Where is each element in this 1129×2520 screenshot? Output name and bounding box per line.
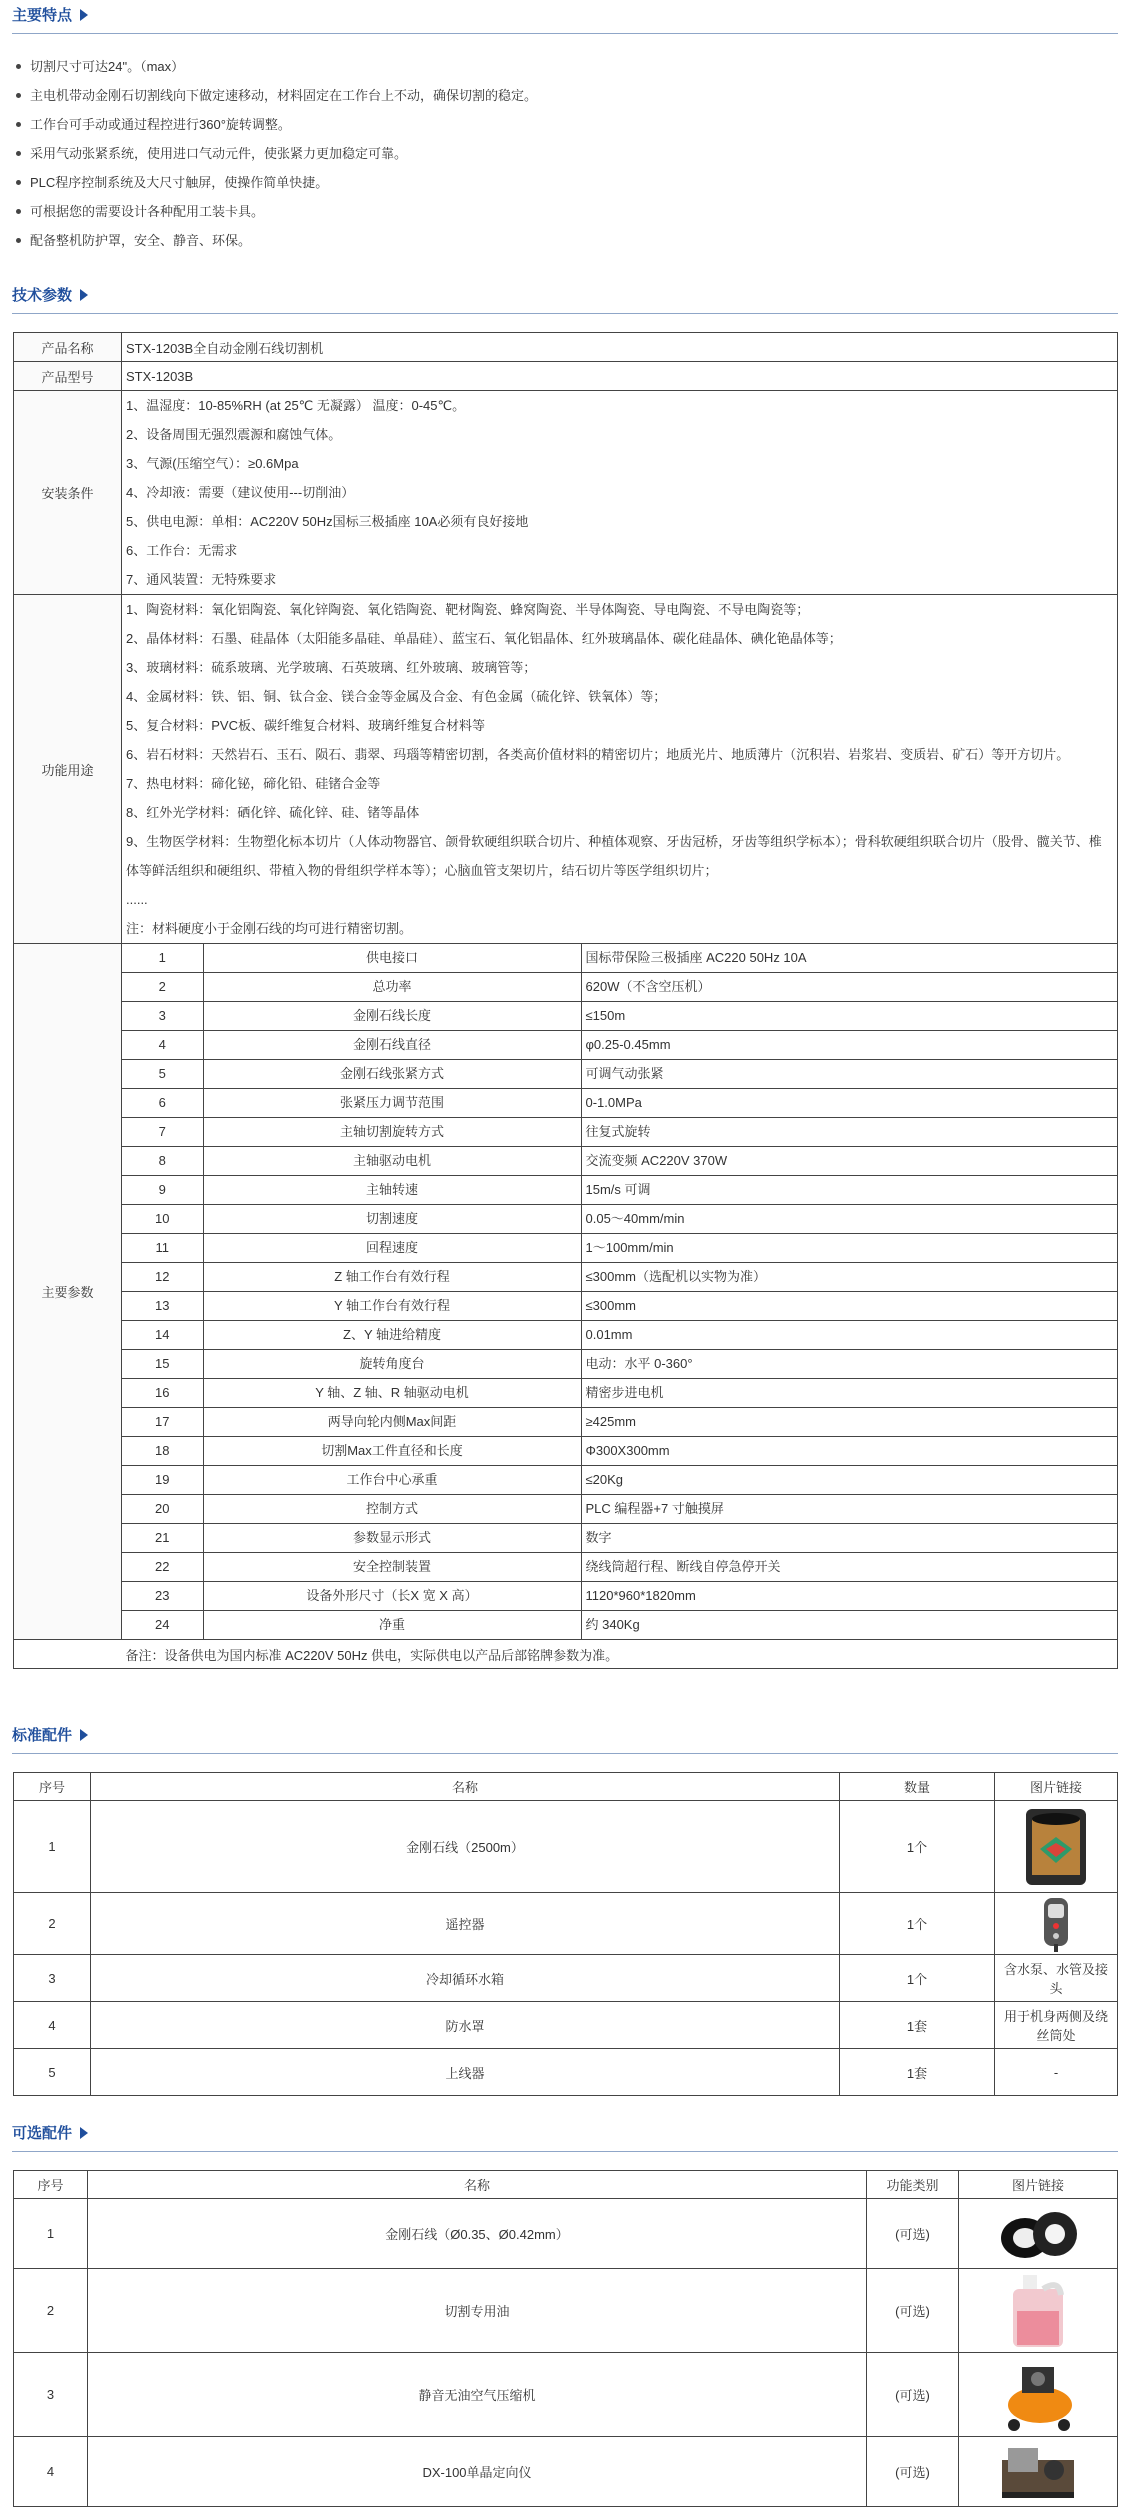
param-no: 8 xyxy=(122,1147,203,1176)
param-name: 主轴转速 xyxy=(203,1176,581,1205)
install-line: 4、冷却液：需要（建议使用---切削油） xyxy=(126,485,355,500)
params-note: 备注：设备供电为国内标准 AC220V 50Hz 供电，实际供电以产品后部铭牌参数为准。 xyxy=(122,1640,1118,1669)
params-table xyxy=(122,944,1117,1639)
param-name: 切割Max工件直径和长度 xyxy=(203,1437,581,1466)
spec-row-note xyxy=(14,1640,1118,1669)
param-row xyxy=(122,1234,1117,1263)
param-name: 总功率 xyxy=(203,973,581,1002)
accessory-qty: 1个 xyxy=(840,1801,995,1893)
param-row xyxy=(122,1466,1117,1495)
param-name: Y 轴工作台有效行程 xyxy=(203,1292,581,1321)
param-value: 国标带保险三极插座 AC220 50Hz 10A xyxy=(581,944,1117,973)
param-no: 11 xyxy=(122,1234,203,1263)
row-number: 4 xyxy=(14,2437,88,2507)
accessory-type: (可选) xyxy=(867,2269,959,2353)
param-value: ≤300mm（选配机以实物为准） xyxy=(581,1263,1117,1292)
orienter-image xyxy=(998,2440,1078,2504)
spec-value: STX-1203B全自动金刚石线切割机 xyxy=(122,333,1118,362)
param-name: 张紧压力调节范围 xyxy=(203,1089,581,1118)
col-header: 序号 xyxy=(14,1773,91,1801)
picture-cell xyxy=(959,2353,1118,2437)
spec-value: STX-1203B xyxy=(122,362,1118,391)
triangle-right-icon xyxy=(80,2127,88,2139)
param-value: ≤300mm xyxy=(581,1292,1117,1321)
param-value: 往复式旋转 xyxy=(581,1118,1117,1147)
param-no: 9 xyxy=(122,1176,203,1205)
accessory-name: 切割专用油 xyxy=(88,2269,867,2353)
param-row xyxy=(122,973,1117,1002)
table-row xyxy=(14,2269,1118,2353)
param-value: 0.05～40mm/min xyxy=(581,1205,1117,1234)
install-line: 3、气源(压缩空气）：≥0.6Mpa xyxy=(126,456,299,471)
feature-item: PLC程序控制系统及大尺寸触屏，使操作简单快捷。 xyxy=(12,168,1112,197)
param-row xyxy=(122,1263,1117,1292)
wire-rolls-image xyxy=(995,2204,1081,2264)
param-value: 绕线筒超行程、断线自停急停开关 xyxy=(581,1553,1117,1582)
param-value: 交流变频 AC220V 370W xyxy=(581,1147,1117,1176)
triangle-right-icon xyxy=(80,9,88,21)
accessory-name: 冷却循环水箱 xyxy=(91,1955,840,2002)
param-no: 18 xyxy=(122,1437,203,1466)
picture-cell: - xyxy=(995,2049,1118,2096)
param-no: 7 xyxy=(122,1118,203,1147)
param-no: 20 xyxy=(122,1495,203,1524)
param-name: Z 轴工作台有效行程 xyxy=(203,1263,581,1292)
param-row xyxy=(122,944,1117,973)
param-no: 16 xyxy=(122,1379,203,1408)
table-row xyxy=(14,1955,1118,2002)
feature-item: 工作台可手动或通过程控进行360°旋转调整。 xyxy=(12,110,1112,139)
picture-cell xyxy=(959,2269,1118,2353)
param-name: 金刚石线长度 xyxy=(203,1002,581,1031)
param-row xyxy=(122,1524,1117,1553)
param-value: 电动：水平 0-360° xyxy=(581,1350,1117,1379)
function-uses xyxy=(122,595,1118,944)
param-value: 数字 xyxy=(581,1524,1117,1553)
feature-item: 主电机带动金刚石切割线向下做定速移动，材料固定在工作台上不动，确保切割的稳定。 xyxy=(12,81,1112,110)
param-name: Y 轴、Z 轴、R 轴驱动电机 xyxy=(203,1379,581,1408)
param-name: 旋转角度台 xyxy=(203,1350,581,1379)
accessory-qty: 1个 xyxy=(840,1893,995,1955)
table-row xyxy=(14,1893,1118,1955)
row-number: 2 xyxy=(14,1893,91,1955)
picture-cell xyxy=(959,2199,1118,2269)
param-value: 0-1.0MPa xyxy=(581,1089,1117,1118)
param-value: 可调气动张紧 xyxy=(581,1060,1117,1089)
param-name: 主轴切割旋转方式 xyxy=(203,1118,581,1147)
function-line: 2、晶体材料：石墨、硅晶体（太阳能多晶硅、单晶硅）、蓝宝石、氧化铝晶体、红外玻璃晶体、碳化硅晶体、碘化铯晶体等； xyxy=(126,631,842,646)
function-line: 3、玻璃材料：硫系玻璃、光学玻璃、石英玻璃、红外玻璃、玻璃管等； xyxy=(126,660,537,675)
col-header: 名称 xyxy=(88,2171,867,2199)
param-name: 安全控制装置 xyxy=(203,1553,581,1582)
param-value: 0.01mm xyxy=(581,1321,1117,1350)
spec-row-product-name xyxy=(14,333,1118,362)
picture-cell: 含水泵、水管及接头 xyxy=(995,1955,1118,2002)
accessory-name: 防水罩 xyxy=(91,2002,840,2049)
param-value: Φ300X300mm xyxy=(581,1437,1117,1466)
function-line: 注：材料硬度小于金刚石线的均可进行精密切割。 xyxy=(126,921,413,936)
param-name: Z、Y 轴进给精度 xyxy=(203,1321,581,1350)
param-row xyxy=(122,1118,1117,1147)
param-no: 17 xyxy=(122,1408,203,1437)
param-row xyxy=(122,1060,1117,1089)
param-value: 约 340Kg xyxy=(581,1611,1117,1640)
param-value: ≥425mm xyxy=(581,1408,1117,1437)
function-line: 8、红外光学材料：硒化锌、硫化锌、硅、锗等晶体 xyxy=(126,805,420,820)
param-name: 金刚石线直径 xyxy=(203,1031,581,1060)
param-row xyxy=(122,1205,1117,1234)
install-line: 6、工作台：无需求 xyxy=(126,543,238,558)
param-row xyxy=(122,1002,1117,1031)
param-row xyxy=(122,1089,1117,1118)
param-no: 6 xyxy=(122,1089,203,1118)
param-value: 15m/s 可调 xyxy=(581,1176,1117,1205)
table-row xyxy=(14,2002,1118,2049)
accessory-type: (可选) xyxy=(867,2353,959,2437)
section-divider xyxy=(12,1753,1118,1754)
section-divider xyxy=(12,313,1118,314)
col-header: 名称 xyxy=(91,1773,840,1801)
row-number: 3 xyxy=(14,2353,88,2437)
section-divider xyxy=(12,2151,1118,2152)
install-conditions xyxy=(122,391,1118,595)
param-value: 精密步进电机 xyxy=(581,1379,1117,1408)
accessory-type: (可选) xyxy=(867,2437,959,2507)
feature-item: 配备整机防护罩，安全、静音、环保。 xyxy=(12,226,1112,255)
accessory-type: (可选) xyxy=(867,2199,959,2269)
param-no: 19 xyxy=(122,1466,203,1495)
param-name: 两导向轮内侧Max间距 xyxy=(203,1408,581,1437)
param-no: 4 xyxy=(122,1031,203,1060)
spec-row-params xyxy=(14,944,1118,1640)
param-name: 设备外形尺寸（长X 宽 X 高） xyxy=(203,1582,581,1611)
param-no: 22 xyxy=(122,1553,203,1582)
remote-image xyxy=(1036,1896,1076,1952)
param-no: 21 xyxy=(122,1524,203,1553)
param-name: 控制方式 xyxy=(203,1495,581,1524)
param-value: φ0.25-0.45mm xyxy=(581,1031,1117,1060)
param-row xyxy=(122,1379,1117,1408)
param-row xyxy=(122,1147,1117,1176)
table-row xyxy=(14,1801,1118,1893)
param-value: PLC 编程器+7 寸触摸屏 xyxy=(581,1495,1117,1524)
features-list xyxy=(12,52,1112,255)
feature-item: 采用气动张紧系统，使用进口气动元件，使张紧力更加稳定可靠。 xyxy=(12,139,1112,168)
function-line: 6、岩石材料：天然岩石、玉石、陨石、翡翠、玛瑙等精密切割，各类高价值材料的精密切片；地质光片、地质薄片（沉积岩、岩浆岩、变质岩、矿石）等开方切片。 xyxy=(126,747,1070,762)
param-row xyxy=(122,1408,1117,1437)
param-value: ≤20Kg xyxy=(581,1466,1117,1495)
param-name: 工作台中心承重 xyxy=(203,1466,581,1495)
param-no: 13 xyxy=(122,1292,203,1321)
param-row xyxy=(122,1582,1117,1611)
accessory-name: 上线器 xyxy=(91,2049,840,2096)
accessory-name: 金刚石线（Ø0.35、Ø0.42mm） xyxy=(88,2199,867,2269)
standard-section-title: 标准配件 xyxy=(12,1724,88,1745)
param-row xyxy=(122,1350,1117,1379)
param-value: 1～100mm/min xyxy=(581,1234,1117,1263)
features-section-title: 主要特点 xyxy=(12,4,88,25)
param-no: 1 xyxy=(122,944,203,973)
accessory-qty: 1个 xyxy=(840,1955,995,2002)
feature-item: 切割尺寸可达24"。（max） xyxy=(12,52,1112,81)
picture-cell xyxy=(995,1801,1118,1893)
optional-section-title: 可选配件 xyxy=(12,2122,88,2143)
function-line: ...... xyxy=(126,892,148,907)
spec-row-function xyxy=(14,595,1118,944)
param-row xyxy=(122,1176,1117,1205)
install-line: 5、供电电源：单相：AC220V 50Hz国标三极插座 10A必须有良好接地 xyxy=(126,514,529,529)
param-no: 2 xyxy=(122,973,203,1002)
spec-label: 产品名称 xyxy=(14,333,122,362)
param-no: 23 xyxy=(122,1582,203,1611)
specs-section-title: 技术参数 xyxy=(12,284,88,305)
spec-row-model xyxy=(14,362,1118,391)
spec-label: 功能用途 xyxy=(14,595,122,944)
oil-jug-image xyxy=(1003,2271,1073,2351)
function-line: 4、金属材料：铁、铝、铜、钛合金、镁合金等金属及合金、有色金属（硫化锌、铁氧体）等； xyxy=(126,689,667,704)
param-row xyxy=(122,1031,1117,1060)
param-no: 5 xyxy=(122,1060,203,1089)
install-line: 7、通风装置：无特殊要求 xyxy=(126,572,277,587)
spec-row-install xyxy=(14,391,1118,595)
param-name: 切割速度 xyxy=(203,1205,581,1234)
param-value: 1120*960*1820mm xyxy=(581,1582,1117,1611)
section-divider xyxy=(12,33,1118,34)
row-number: 4 xyxy=(14,2002,91,2049)
param-row xyxy=(122,1553,1117,1582)
params-cell xyxy=(122,944,1118,1640)
param-no: 15 xyxy=(122,1350,203,1379)
col-header: 图片链接 xyxy=(959,2171,1118,2199)
param-name: 金刚石线张紧方式 xyxy=(203,1060,581,1089)
table-row xyxy=(14,2437,1118,2507)
accessory-qty: 1套 xyxy=(840,2049,995,2096)
row-number: 1 xyxy=(14,1801,91,1893)
table-row xyxy=(14,2199,1118,2269)
row-number: 3 xyxy=(14,1955,91,2002)
table-header-row xyxy=(14,1773,1118,1801)
function-line: 7、热电材料：碲化铋，碲化铅、硅锗合金等 xyxy=(126,776,381,791)
param-row xyxy=(122,1292,1117,1321)
param-row xyxy=(122,1611,1117,1640)
picture-cell xyxy=(959,2437,1118,2507)
row-number: 1 xyxy=(14,2199,88,2269)
accessory-name: 金刚石线（2500m） xyxy=(91,1801,840,1893)
function-line: 5、复合材料：PVC板、碳纤维复合材料、玻璃纤维复合材料等 xyxy=(126,718,485,733)
table-row xyxy=(14,2353,1118,2437)
row-number: 5 xyxy=(14,2049,91,2096)
triangle-right-icon xyxy=(80,1729,88,1741)
col-header: 图片链接 xyxy=(995,1773,1118,1801)
picture-cell xyxy=(995,1893,1118,1955)
param-row xyxy=(122,1495,1117,1524)
function-line: 1、陶瓷材料：氧化铝陶瓷、氧化锌陶瓷、氧化锆陶瓷、靶材陶瓷、蜂窝陶瓷、半导体陶瓷、导电陶瓷、不导电陶瓷等； xyxy=(126,602,810,617)
accessory-name: 静音无油空气压缩机 xyxy=(88,2353,867,2437)
param-name: 参数显示形式 xyxy=(203,1524,581,1553)
param-value: ≤150m xyxy=(581,1002,1117,1031)
accessory-name: 遥控器 xyxy=(91,1893,840,1955)
triangle-right-icon xyxy=(80,289,88,301)
picture-cell: 用于机身两侧及绕丝筒处 xyxy=(995,2002,1118,2049)
param-row xyxy=(122,1321,1117,1350)
col-header: 序号 xyxy=(14,2171,88,2199)
param-value: 620W（不含空压机） xyxy=(581,973,1117,1002)
compressor-image xyxy=(998,2357,1078,2433)
param-name: 供电接口 xyxy=(203,944,581,973)
install-line: 2、设备周围无强烈震源和腐蚀气体。 xyxy=(126,427,342,442)
specs-table xyxy=(13,332,1118,1669)
param-no: 24 xyxy=(122,1611,203,1640)
accessory-qty: 1套 xyxy=(840,2002,995,2049)
table-header-row xyxy=(14,2171,1118,2199)
wire-spool-image xyxy=(1020,1805,1092,1889)
standard-accessories-table xyxy=(13,1772,1118,2096)
col-header: 数量 xyxy=(840,1773,995,1801)
spec-label: 安装条件 xyxy=(14,391,122,595)
param-name: 回程速度 xyxy=(203,1234,581,1263)
table-row xyxy=(14,2049,1118,2096)
function-line: 9、生物医学材料：生物塑化标本切片（人体动物器官、颌骨软硬组织联合切片、种植体观察、牙齿冠桥，牙齿等组织学标本）；骨科软硬组织联合切片（股骨、髋关节、椎体等鲜活组织和硬组织、带植入物的骨组织学样本等）；心脑血管支架切片，结石切片等医学组织切片； xyxy=(126,834,1102,878)
feature-item: 可根据您的需要设计各种配用工装卡具。 xyxy=(12,197,1112,226)
param-no: 12 xyxy=(122,1263,203,1292)
optional-accessories-table xyxy=(13,2170,1118,2507)
param-name: 主轴驱动电机 xyxy=(203,1147,581,1176)
param-row xyxy=(122,1437,1117,1466)
param-no: 3 xyxy=(122,1002,203,1031)
param-name: 净重 xyxy=(203,1611,581,1640)
col-header: 功能类别 xyxy=(867,2171,959,2199)
param-no: 10 xyxy=(122,1205,203,1234)
param-no: 14 xyxy=(122,1321,203,1350)
spec-label: 主要参数 xyxy=(14,944,122,1640)
spec-label: 产品型号 xyxy=(14,362,122,391)
row-number: 2 xyxy=(14,2269,88,2353)
accessory-name: DX-100单晶定向仪 xyxy=(88,2437,867,2507)
install-line: 1、温湿度：10-85%RH (at 25℃ 无凝露） 温度：0-45℃。 xyxy=(126,398,466,413)
